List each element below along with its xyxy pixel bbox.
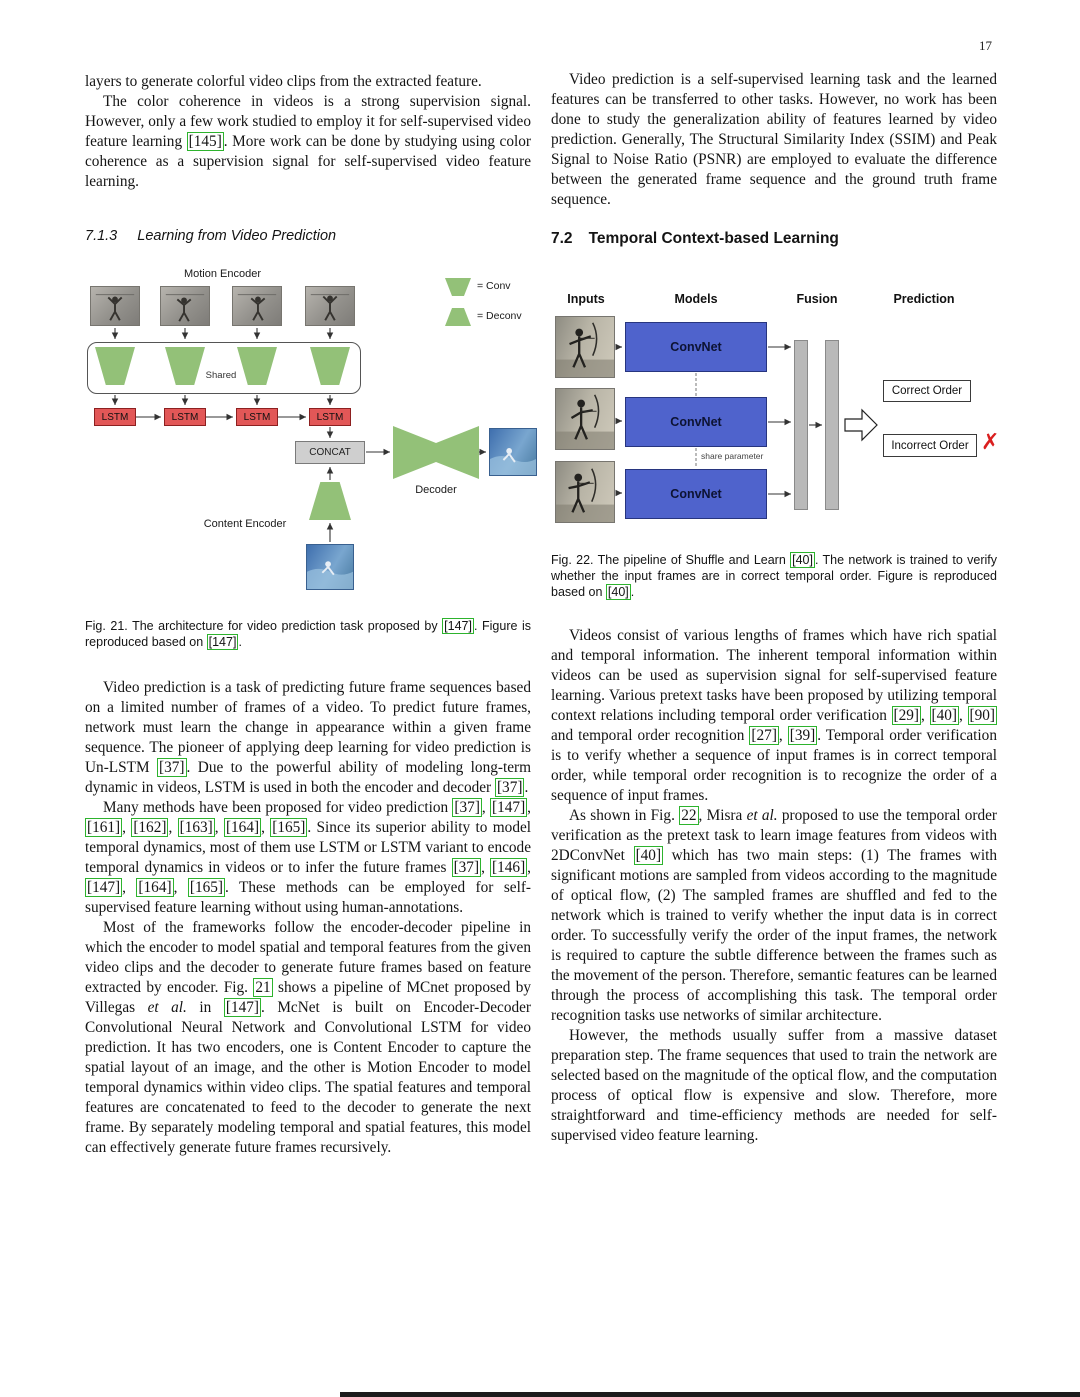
paragraph-video-prediction-intro: Video prediction is a task of predicting future frame sequences based on a limited number of frames of a video. To predict future frames, network must learn the change in appearance within a given frame sequence. The pioneer of applying deep learning for video prediction is Un-LSTM [37] . Due to the powerful ability of modeling long-term dynamic in videos, LSTM is used in both the encoder and decoder [37] . xyxy=(85,679,531,796)
citation-ref[interactable]: [29] xyxy=(893,707,920,724)
conv-legend-label: = Conv xyxy=(477,280,511,292)
lstm-cell-2: LSTM xyxy=(164,408,206,426)
motion-input-frame-4 xyxy=(305,286,355,326)
concat-box: CONCAT xyxy=(295,441,365,464)
swimmer-silhouette xyxy=(307,545,353,589)
citation-ref[interactable]: [37] xyxy=(453,859,480,876)
citation-ref[interactable]: [147] xyxy=(444,619,472,633)
person-silhouette xyxy=(233,287,281,325)
citation-ref[interactable]: [40] xyxy=(792,553,813,567)
swimmer-silhouette xyxy=(490,429,536,475)
motion-input-frame-1 xyxy=(90,286,140,326)
incorrect-order-box: Incorrect Order xyxy=(883,434,977,457)
citation-ref[interactable]: [145] xyxy=(188,133,222,150)
italic-text: et al. xyxy=(147,999,187,1016)
fusion-bar-1 xyxy=(794,340,808,510)
figure-21-caption: Fig. 21. The architecture for video prediction task proposed by [147] . Figure is reproduced based on [147] . xyxy=(85,619,531,649)
heading-number: 7.2 xyxy=(551,230,573,247)
share-parameter-label: share parameter xyxy=(701,451,764,461)
citation-ref[interactable]: [165] xyxy=(272,819,306,836)
italic-text: et al. xyxy=(746,807,778,824)
citation-ref[interactable]: [164] xyxy=(138,879,172,896)
decoder-label: Decoder xyxy=(415,484,457,496)
column-header-models: Models xyxy=(674,292,718,306)
citation-ref[interactable]: [37] xyxy=(496,779,523,796)
shared-label: Shared xyxy=(205,370,237,381)
citation-ref[interactable]: [147] xyxy=(87,879,121,896)
left-column xyxy=(85,72,531,1158)
figure-ref[interactable]: 22 xyxy=(681,807,697,824)
citation-ref[interactable]: [147] xyxy=(492,799,526,816)
input-frame-1 xyxy=(555,316,615,378)
convnet-box-3: ConvNet xyxy=(625,469,767,519)
page-bottom-edge xyxy=(340,1392,1080,1397)
citation-ref[interactable]: [40] xyxy=(607,585,629,599)
predicted-output-frame xyxy=(489,428,537,476)
figure-22-caption: Fig. 22. The pipeline of Shuffle and Learn [40] . The network is trained to verify whether the input frames are in correct temporal order. Figure is reproduced based on [40] . xyxy=(551,553,997,599)
paragraph-colorization-continued: layers to generate colorful video clips from the extracted feature. xyxy=(85,73,482,90)
citation-ref[interactable]: [164] xyxy=(225,819,260,836)
input-frame-2 xyxy=(555,388,615,450)
page-number: 17 xyxy=(979,38,992,53)
motion-input-frame-2 xyxy=(160,286,210,326)
lstm-cell-4: LSTM xyxy=(309,408,351,426)
person-silhouette xyxy=(91,287,139,325)
citation-ref[interactable]: [37] xyxy=(454,799,480,816)
heading-7-1-3 xyxy=(85,228,531,244)
column-header-prediction: Prediction xyxy=(893,292,955,306)
right-column xyxy=(551,70,1000,1146)
deconv-legend-label: = Deconv xyxy=(477,310,522,322)
column-header-inputs: Inputs xyxy=(567,292,605,306)
figure-21 xyxy=(85,268,531,598)
incorrect-x-mark: ✗ xyxy=(981,430,1000,455)
archer-silhouette xyxy=(556,389,614,449)
archer-silhouette xyxy=(556,317,614,377)
figure-22 xyxy=(551,292,1000,538)
paragraph-frameworks-mcnet: Most of the frameworks follow the encoder-decoder pipeline in which the encoder to model spatial and temporal features from the given video clips and the decoder to generate future frames based on feature extracted by encoder. Fig. 21 shows a pipeline of MCnet proposed by Villegas et al. in [147] . McNet is built on Encoder-Decoder Convolutional Neural Network and Convolutional LSTM for video prediction. It has two encoders, one is Content Encoder to capture the spatial layout of an image, and the other is Motion Encoder to model temporal dynamics within video clips. The spatial features and temporal features are concatenated to feed to the decoder to generate the next frame. By separately modeling temporal and spatial features, this model can effectively generate future frames recursively. xyxy=(85,919,532,1156)
citation-ref[interactable]: [90] xyxy=(969,707,995,724)
person-silhouette xyxy=(306,287,354,325)
archer-silhouette xyxy=(556,462,614,522)
figure-22-arrows xyxy=(551,292,1000,538)
lstm-cell-3: LSTM xyxy=(236,408,278,426)
citation-ref[interactable]: [147] xyxy=(225,999,259,1016)
citation-ref[interactable]: [146] xyxy=(492,859,526,876)
citation-ref[interactable]: [40] xyxy=(635,847,662,864)
citation-ref[interactable]: [37] xyxy=(159,759,185,776)
lstm-cell-1: LSTM xyxy=(94,408,136,426)
heading-title: Temporal Context-based Learning xyxy=(588,230,839,247)
paragraph-many-methods: Many methods have been proposed for video prediction [37] , [147] , [161] , [162] , [163] , [164] , [165] . Since its superior ability to model temporal dynamics, most of them use LSTM or LSTM variant to encode temporal dynamics in videos or to infer the future frames [37] , [146] , [147] , [164] , [165] . These methods can be employed for self-supervised feature learning without using human-annotations. xyxy=(85,799,532,916)
heading-title: Learning from Video Prediction xyxy=(137,228,337,244)
citation-ref[interactable]: [161] xyxy=(87,819,121,836)
heading-number: 7.1.3 xyxy=(85,228,118,244)
citation-ref[interactable]: [27] xyxy=(751,727,777,744)
citation-ref[interactable]: [39] xyxy=(789,727,816,744)
fusion-bar-2 xyxy=(825,340,839,510)
heading-7-2 xyxy=(551,230,997,248)
citation-ref[interactable]: [147] xyxy=(208,635,237,649)
content-encoder-label: Content Encoder xyxy=(203,518,287,530)
figure-ref[interactable]: 21 xyxy=(255,979,271,996)
paragraph-shuffle-and-learn: As shown in Fig. 22 , Misra et al. proposed to use the temporal order verification as the pretext task to learn image features from videos with 2DConvNet [40] which has two main steps: (1) The frames with significant motions are sampled from videos according to the magnitude of optical flow, (2) The sampled frames are shuffled and fed to the network which is trained to verify whether the input data is in correct order. To successfully verify the order of the input frames, the network is required to capture the subtle difference between the frames such as the movement of the person. Therefore, semantic features can be learned through the process of accomplishing this task. The temporal order recognition tasks use networks of similar architecture. xyxy=(551,807,997,1024)
content-input-frame xyxy=(306,544,354,590)
convnet-box-2: ConvNet xyxy=(625,397,767,447)
citation-ref[interactable]: [163] xyxy=(179,819,213,836)
citation-ref[interactable]: [165] xyxy=(189,879,223,896)
motion-encoder-label: Motion Encoder xyxy=(183,268,262,280)
citation-ref[interactable]: [40] xyxy=(931,707,958,724)
column-header-fusion: Fusion xyxy=(796,292,838,306)
motion-input-frame-3 xyxy=(232,286,282,326)
correct-order-box: Correct Order xyxy=(883,380,971,402)
paragraph-temporal-context-intro: Videos consist of various lengths of frames which have rich spatial and temporal information. The inherent temporal information within videos can be used as supervision signal for self-supervised feature learning. Various pretext tasks have been proposed by utilizing temporal context relations including temporal order verification [29] , [40] , [90] and temporal order recognition [27] , [39] . Temporal order verification is to verify whether a sequence of input frames is in correct temporal order, while temporal order recognition is to recognize the order of a sequence of input frames. xyxy=(551,627,997,804)
convnet-box-1: ConvNet xyxy=(625,322,767,372)
citation-ref[interactable]: [162] xyxy=(133,819,167,836)
paragraph-limitations: However, the methods usually suffer from a massive dataset preparation step. The frame sequences that used to train the network are selected based on the magnitude of the optical flow, and the computation process of optical flow is expensive and slow. Therefore, more straightforward and time-efficiency methods are needed for self-supervised video feature learning. xyxy=(551,1027,997,1144)
paragraph-transfer-ssim-psnr: Video prediction is a self-supervised learning task and the learned features can be transferred to other tasks. However, no work has been done to study the generalization ability of features learned by video prediction. Generally, The Structural Similarity Index (SSIM) and Peak Signal to Noise Ratio (PSNR) are employed to evaluate the difference between the generated frame sequence and the ground truth frame sequence. xyxy=(551,71,997,208)
input-frame-3 xyxy=(555,461,615,523)
person-silhouette xyxy=(161,287,209,325)
paragraph-color-coherence: The color coherence in videos is a strong supervision signal. However, only a few work studied to employ it for self-supervised video feature learning [145] . More work can be done by studying using color coherence as a supervision signal for self-supervised video feature learning. xyxy=(85,93,531,190)
fusion-output-arrow xyxy=(845,410,877,440)
